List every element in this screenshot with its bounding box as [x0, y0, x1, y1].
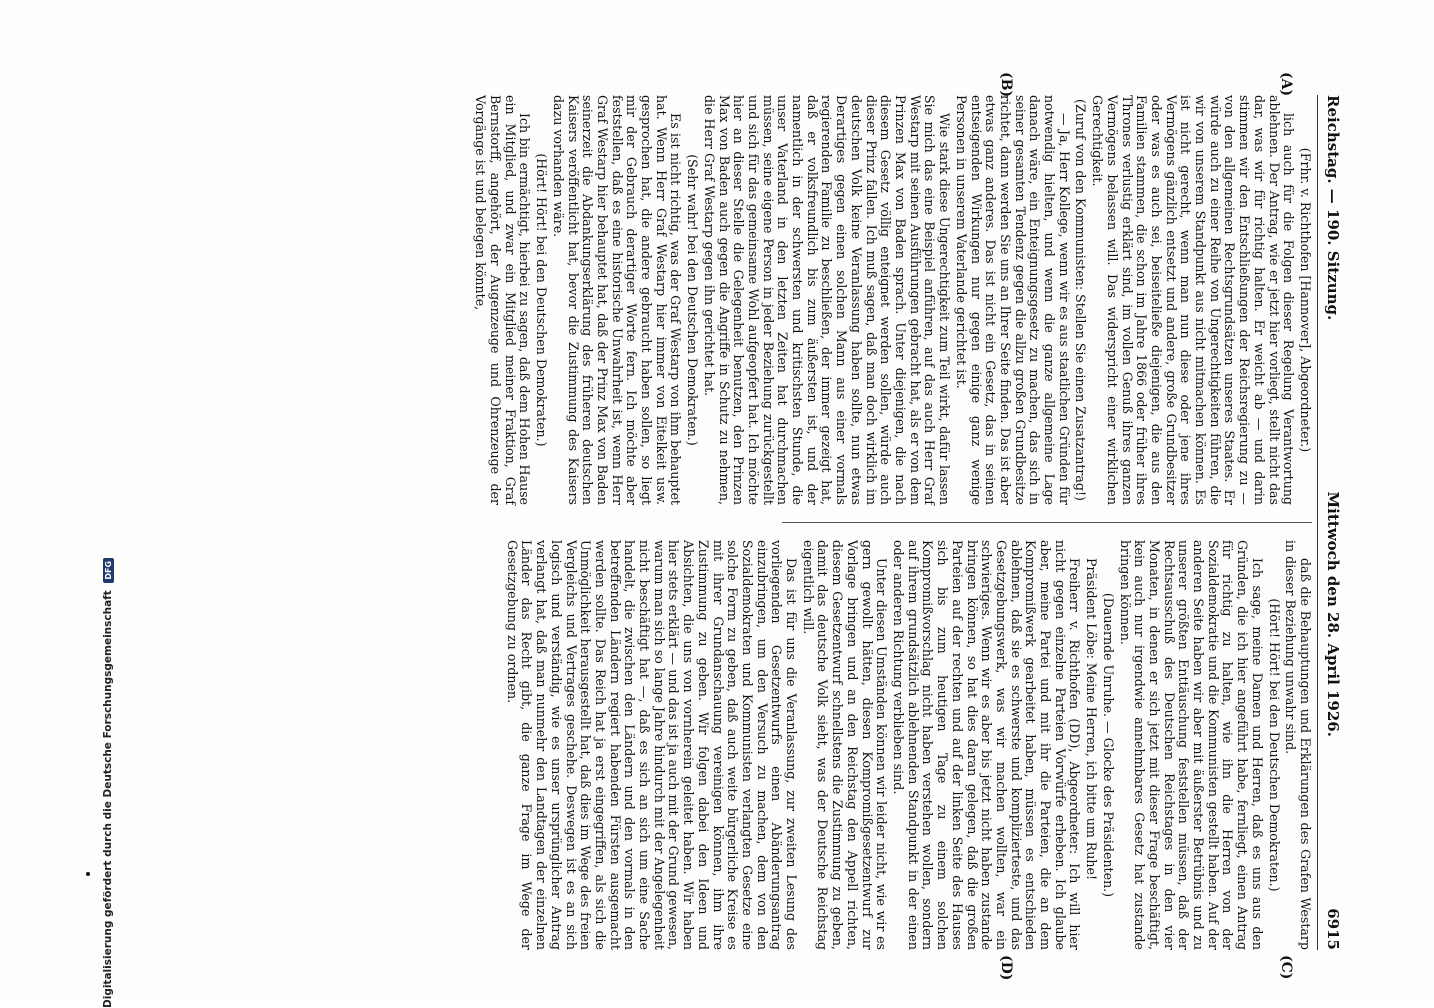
stray-mark: [86, 872, 90, 876]
paragraph: Freiherr v. Richthofen (DD), Abgeordneter: Ich will hier nicht gegen einzelne Parteien Vorwürfe erheben. Ich glaube aber, meine Partei und mit ihr die Parteien, die an dem Kompromißwerk gearbeitet haben, müssen es entschieden ablehnen, daß sie es schwerste und komplizierteste, und das Gesetzgebungswerk, was wir machen wollten, war ein schwieriges. Wenn wir es aber bis jetzt nicht haben zustande bringen können, so hat dies daran gelegen, daß die großen Parteien auf der rechten und auf der linken Seite des Hauses sich bis zum heutigen Tage zu einem solchen Kompromißvorschlag nicht haben verstehen wollen, sondern auf ihrem grundsätzlich ablehnenden Standpunkt in der einen oder anderen Richtung verblieben sind.: [891, 540, 1083, 950]
page-number: 6915: [1324, 908, 1342, 950]
paragraph: Das ist für uns die Veranlassung, zur zweiten Lesung des vorliegenden Gesetzentwurfs einen Abänderungsantrag einzubringen, um den Versuch zu machen, dem von den Sozialdemokraten und Kommunisten verlangten Gesetze eine solche Form zu geben, daß auch weite bürgerliche Kreise es mit ihrer Grundanschauung vereinigen können, ihm ihre Zustimmung zu geben. Wir folgen dabei den Ideen und Absichten, die uns von vornherein geleitet haben. Wir haben hier stets erklärt — und das ist ja auch mit der Grund gewesen, warum man sich so lange Jahre hindurch mit der Angelegenheit nicht beschäftigt hat —, daß es sich an sich um eine Sache handelt, die zwischen den Ländern und den vormals in den betreffenden Ländern regiert habenden Fürsten ausgemacht werden sollte. Das Reich hat ja erst eingegriffen, als sich die Unmöglichkeit herausgestellt hat, daß dies im Wege des freien Vergleichs und Vertrages geschehe. Deswegen ist es an sich logisch und verständig, wie es unser ursprünglicher Antrag verlangt hat, daß man nunmehr den Landtagen der einzelnen Länder das Recht gibt, die ganze Frage im Wege der Gesetzgebung zu ordnen.: [504, 540, 800, 950]
left-column: [471, 95, 1312, 505]
margin-marker-d: (D): [998, 955, 1014, 981]
speaker-line: (Frhr. v. Richthofen [Hannover], Abgeordneter.): [1298, 147, 1313, 453]
interjection: (Hört! Hört! bei den Deutschen Demokraten.): [534, 153, 550, 447]
interjection: (Sehr wahr! bei den Deutschen Demokraten.): [685, 154, 701, 446]
interjection: (Zuruf von den Kommunisten: Stellen Sie einen Zusatzantrag!): [1073, 99, 1089, 501]
paragraph: daß die Behauptungen und Erklärungen des Grafen Westarp in dieser Beziehung unwahr sind.: [1283, 540, 1313, 950]
paragraph: Präsident Löbe: Meine Herren, ich bitte um Ruhe!: [1084, 558, 1100, 881]
interjection: (Hört! Hört! bei den Deutschen Demokraten.): [1266, 598, 1282, 892]
header-date: Mittwoch den 28. April 1926.: [1324, 491, 1342, 737]
header-left: Reichstag. — 190. Sitzung.: [1324, 95, 1342, 321]
right-column: [502, 540, 1312, 950]
column-divider: [782, 522, 1312, 523]
paragraph: — Ja, Herr Kollege, wenn wir es aus staatlichen Gründen für notwendig hielten, und wenn die ganze allgemeine Lage danach wäre, ein Enteignungsgesetz zu machen, das sich in seiner gesamten Tendenz gegen die allzu großen Grundbesitze richtet, dann werden Sie uns an Ihrer Seite finden. Das ist aber etwas ganz anderes. Das ist nicht ein Gesetz, das in seinen entseigenden Wirkungen nur gegen einige ganz wenige Personen in unserem Vaterlande gerichtet ist.: [953, 95, 1072, 505]
margin-marker-b: (B): [998, 72, 1014, 98]
footer-text: Digitalisierung gefördert durch die Deutsche Forschungsgemeinschaft: [102, 590, 114, 1008]
paragraph: Es ist nicht richtig, was der Graf Westarp von ihm behauptet hat. Wenn Herr Graf Westarp hier immer von Eitelkeit usw. gesprochen hat, die andere gebraucht haben sollen, so liegt mir der Gebrauch derartiger Worte fern. Ich möchte aber feststellen, daß es eine historische Unwahrheit ist, wenn Herr Graf Westarp hier behauptet hat, daß der Prinz Max von Baden seinerzeit die Abdankungserklärung des früheren deutschen Kaisers veröffentlicht hat, bevor die Zustimmung des Kaisers dazu vorhanden wäre.: [550, 95, 684, 505]
page-header: [1322, 95, 1344, 950]
dfg-logo: DFG: [103, 558, 114, 583]
paragraph: Ich bin ermächtigt, hierbei zu sagen, daß dem Hohen Hause ein Mitglied, und zwar ein Mitglied meiner Fraktion, Graf Bernstorff, angehört, der Augenzeuge und Ohrenzeuge der Vorgänge ist und belegen könnte,: [473, 95, 533, 505]
header-rule: [1317, 95, 1318, 950]
paragraph: Wie stark diese Ungerechtigkeit zum Teil wirkt, dafür lassen Sie mich das eine Beispiel anführen, auf das auch Herr Graf Westarp mit seinen Ausführungen gebracht hat, als er von dem Prinzen Max von Baden sprach. Unter diejenigen, die nach diesem Gesetz völlig enteignet werden sollen, würde auch dieser Prinz fallen. Ich muß sagen, daß man doch wirklich im deutschen Volk keine Veranlassung haben sollte, nun etwas Derartiges gegen einen solchen Mann aus einer vormals regierenden Familie zu beschließen, der immer gezeigt hat, daß er volksfreundlich bis zum äußersten ist, und der namentlich in der schwersten und kritischsten Stunde, die unser Vaterland in den letzten Zeiten hat durchmachen müssen, seine eigene Person in jeder Beziehung zurückgestellt und sich für das gemeinsame Wohl aufgeopfert hat. Ich möchte hier an dieser Stelle die Gelegenheit benutzen, den Prinzen Max von Baden auch gegen die Angriffe in Schutz zu nehmen, die Herr Graf Westarp gegen ihn gerichtet hat.: [701, 95, 953, 505]
paragraph: lich auch für die Folgen dieser Regelung Verantwortung ablehnen. Der Antrag, wie er jetzt hier vorliegt, stellt nicht das dar, was wir für richtig halten. Er weicht ab — und darin stimmen wir den Entschließungen der Reichsregierung zu — von den allgemeinen Rechtsgrundsätzen unseres Staates. Er würde auch zu einer Reihe von Ungerechtigkeiten führen, die wir von unserem Standpunkt aus nicht mitmachen können. Es ist nicht gerecht, wenn man nun diese oder jene ihres Vermögens gänzlich entsetzt und andere, große Grundbesitzer oder was es auch sei, beiseiteließe diejenigen, die aus den Familien stammen, die schon im Jahre 1866 oder früher ihres Thrones verlustig erklärt sind, im vollen Genuß ihres ganzen Vermögens belassen will. Das widerspricht einer wirklichen Gerechtigkeit.: [1090, 95, 1297, 505]
margin-marker-c: (C): [1278, 955, 1294, 980]
margin-marker-a: (A): [1278, 72, 1294, 97]
paragraph: Ich sage, meine Damen und Herren, daß es uns aus den Gründen, die ich hier angeführt habe, fernliegt, einen Antrag für richtig zu halten, wie ihn die Herren von der Sozialdemokratie und die Kommunisten gestellt haben. Auf der anderen Seite haben wir aber mit äußerster Betrübnis und zu unserer größten Enttäuschung feststellen müssen, daß der Rechtsausschuß des Deutschen Reichstages in den vier Monaten, in denen er sich jetzt mit dieser Frage beschäftigt, kein auch nur irgendwie annehmbares Gesetz hat zustande bringen können.: [1117, 540, 1265, 950]
interjection: (Dauernde Unruhe. — Glocke des Präsidenten.): [1100, 592, 1116, 898]
paragraph: Unter diesen Umständen können wir leider nicht, wie wir es gern gewollt hätten, diesen Kompromißgesetzentwurf zur Vorlage bringen und an den Reichstag den Appell richten, diesem Gesetzentwurf schnellstens die Zustimmung zu geben, damit das deutsche Volk sieht, was der Deutsche Reichstag eigentlich will.: [800, 540, 890, 950]
